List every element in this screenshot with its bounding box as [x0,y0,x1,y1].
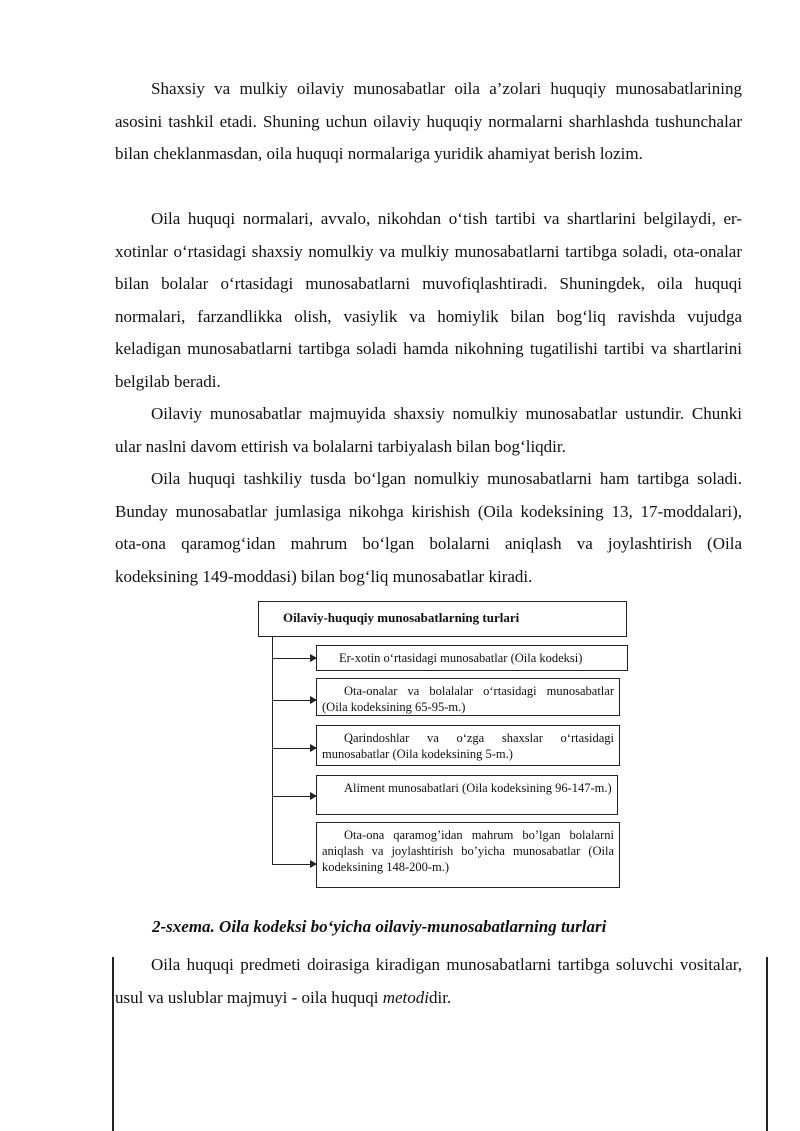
paragraph-organizational-relations: Oila huquqi tashkiliy tusda bo‘lgan nomulkiy munosabatlarni ham tartibga soladi. Bunday munosabatlar jumlasiga nikohga kirishish (Oila kodeksining 13, 17-moddalari), ota-ona qaramog‘idan mahrum bo‘lgan bolalarni aniqlash va joylashtirish (Oila kodeksining 149-moddasi) bilan bog‘liq munosabatlar kiradi. [115,469,742,586]
paragraph-family-law-norms: Oila huquqi normalari, avvalo, nikohdan o‘tish tartibi va shartlarini belgilaydi, er-xotinlar o‘rtasidagi shaxsiy nomulkiy va mulkiy munosabatlarni tartibga soladi, ota-onalar bilan bolalar o‘rtasidagi munosabatlarni muvofiqlashtiradi. Shuningdek, oila huquqi normalari, farzandlikka olish, vasiylik va homiylik bilan bog‘liq ravishda vujudga keladigan munosabatlarni tartibga soladi hamda nikohning tugatilishi tartibi va shartlarini belgilab beradi. [115,209,742,391]
paragraph-nonproperty-priority: Oilaviy munosabatlar majmuyida shaxsiy nomulkiy munosabatlar ustundir. Chunki ular naslni davom ettirish va bolalarni tarbiyalash bilan bog‘liqdir. [115,404,742,456]
diagram-title: Oilaviy-huquqiy munosabatlarning turlari [258,601,627,637]
diagram-arrow [272,796,316,797]
family-relations-diagram [258,601,630,891]
diagram-item: Aliment munosabatlari (Oila kodeksining 96-147-m.) [316,775,618,815]
method-text: Oila huquqi predmeti doirasiga kiradigan munosabatlarni tartibga soluvchi vositalar, usul va uslublar majmuyi - oila huquqi [115,955,742,1007]
diagram-arrow [272,748,316,749]
diagram-arrow [272,700,316,701]
right-margin-line [766,957,768,1131]
paragraph-personal-property-relations: Shaxsiy va mulkiy oilaviy munosabatlar oila a’zolari huquqiy munosabatlarining asosini tashkil etadi. Shuning uchun oilaviy huquqiy normalarni sharhlashda tushunchalar bilan cheklanmasdan, oila huquqi normalariga yuridik ahamiyat berish lozim. [115,79,742,163]
diagram-arrow [272,864,316,865]
diagram-item: Ota-onalar va bolalalar o‘rtasidagi munosabatlar (Oila kodeksining 65-95-m.) [316,678,620,716]
diagram-item: Ota-ona qaramog’idan mahrum bo’lgan bolalarni aniqlash va joylashtirish bo’yicha munosabatlar (Oila kodeksining 148-200-m.) [316,822,620,888]
method-suffix: dir. [429,987,452,1007]
diagram-caption: 2-sxema. Oila kodeksi bo‘yicha oilaviy-munosabatlarning turlari [152,917,607,936]
diagram-item: Er-xotin o‘rtasidagi munosabatlar (Oila kodeksi) [316,645,628,671]
method-term: metodi [382,987,429,1007]
left-margin-line [112,957,114,1131]
paragraph-family-law-method [115,949,742,1014]
diagram-connector-line [272,637,273,864]
diagram-arrow [272,658,316,659]
diagram-item: Qarindoshlar va o‘zga shaxslar o‘rtasidagi munosabatlar (Oila kodeksining 5-m.) [316,725,620,766]
